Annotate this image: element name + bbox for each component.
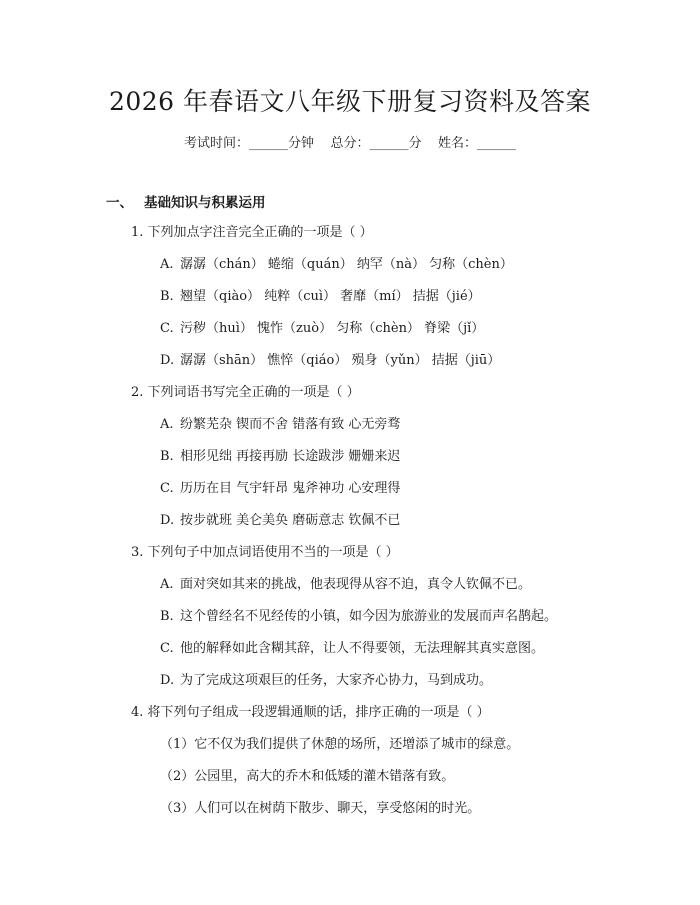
option-letter: D. — [160, 513, 175, 528]
option-text: 翘望（qiào） 纯粹（cuì） 奢靡（mí） 拮据（jié） — [180, 289, 481, 304]
option-letter: A. — [160, 417, 174, 432]
option-a — [160, 257, 513, 273]
section-heading — [106, 191, 266, 211]
option-letter: B. — [160, 449, 174, 464]
page-title: 2026 年春语文八年级下册复习资料及答案 — [108, 87, 592, 116]
option-text: 他的解释如此含糊其辞，让人不得要领，无法理解其真实意图。 — [180, 641, 545, 656]
option-letter: C. — [160, 481, 174, 496]
option-b — [160, 449, 400, 465]
question-stem: 4. 将下列句子组成一段逻辑通顺的话，排序正确的一项是（ ） — [131, 705, 490, 720]
option-text: 这个曾经名不见经传的小镇，如今因为旅游业的发展而声名鹊起。 — [180, 609, 558, 624]
question-stem: 1. 下列加点字注音完全正确的一项是（ ） — [131, 225, 373, 240]
option-a — [160, 417, 400, 433]
sentence-item: （3）人们可以在树荫下散步、聊天，享受悠闲的时光。 — [160, 801, 481, 816]
option-c — [160, 641, 544, 657]
option-a — [160, 577, 531, 593]
option-text: 潺潺（shān） 憔悴（qiáo） 殒身（yǔn） 拮据（jiū） — [180, 353, 501, 368]
sentence-item: （2）公园里，高大的乔木和低矮的灌木错落有致。 — [160, 769, 455, 784]
option-text: 相形见绌 再接再励 长途跋涉 姗姗来迟 — [180, 449, 401, 464]
option-c — [160, 321, 484, 337]
option-text: 历历在目 气宇轩昂 鬼斧神功 心安理得 — [180, 481, 401, 496]
option-text: 纷繁芜杂 锲而不舍 错落有致 心无旁骛 — [180, 417, 401, 432]
option-letter: D. — [160, 673, 175, 688]
option-d — [160, 353, 500, 369]
question-stem: 2. 下列词语书写完全正确的一项是（ ） — [131, 385, 360, 400]
section-title: 基础知识与积累运用 — [144, 195, 266, 211]
section-number: 一、 — [106, 195, 133, 211]
option-d — [160, 513, 400, 529]
sentence-item: （1）它不仅为我们提供了休憩的场所，还增添了城市的绿意。 — [160, 737, 520, 752]
option-b — [160, 609, 557, 625]
option-letter: A. — [160, 257, 174, 272]
option-text: 按步就班 美仑美奂 磨砺意志 钦佩不已 — [180, 513, 401, 528]
option-text: 潺潺（chán） 蜷缩（quán） 纳罕（nà） 匀称（chèn） — [180, 257, 513, 272]
option-c — [160, 481, 400, 497]
option-letter: C. — [160, 641, 174, 656]
option-letter: D. — [160, 353, 175, 368]
exam-info-line: 考试时间：______分钟 总分：______分 姓名：______ — [183, 136, 517, 151]
option-letter: C. — [160, 321, 174, 336]
option-text: 面对突如其来的挑战，他表现得从容不迫，真令人钦佩不已。 — [180, 577, 532, 592]
question-stem: 3. 下列句子中加点词语使用不当的一项是（ ） — [131, 545, 399, 560]
option-letter: B. — [160, 289, 174, 304]
option-b — [160, 289, 481, 305]
option-letter: A. — [160, 577, 174, 592]
option-letter: B. — [160, 609, 174, 624]
option-text: 污秽（huì） 愧怍（zuò） 匀称（chèn） 脊梁（jǐ） — [180, 321, 485, 336]
option-text: 为了完成这项艰巨的任务，大家齐心协力，马到成功。 — [180, 673, 493, 688]
option-d — [160, 673, 492, 689]
